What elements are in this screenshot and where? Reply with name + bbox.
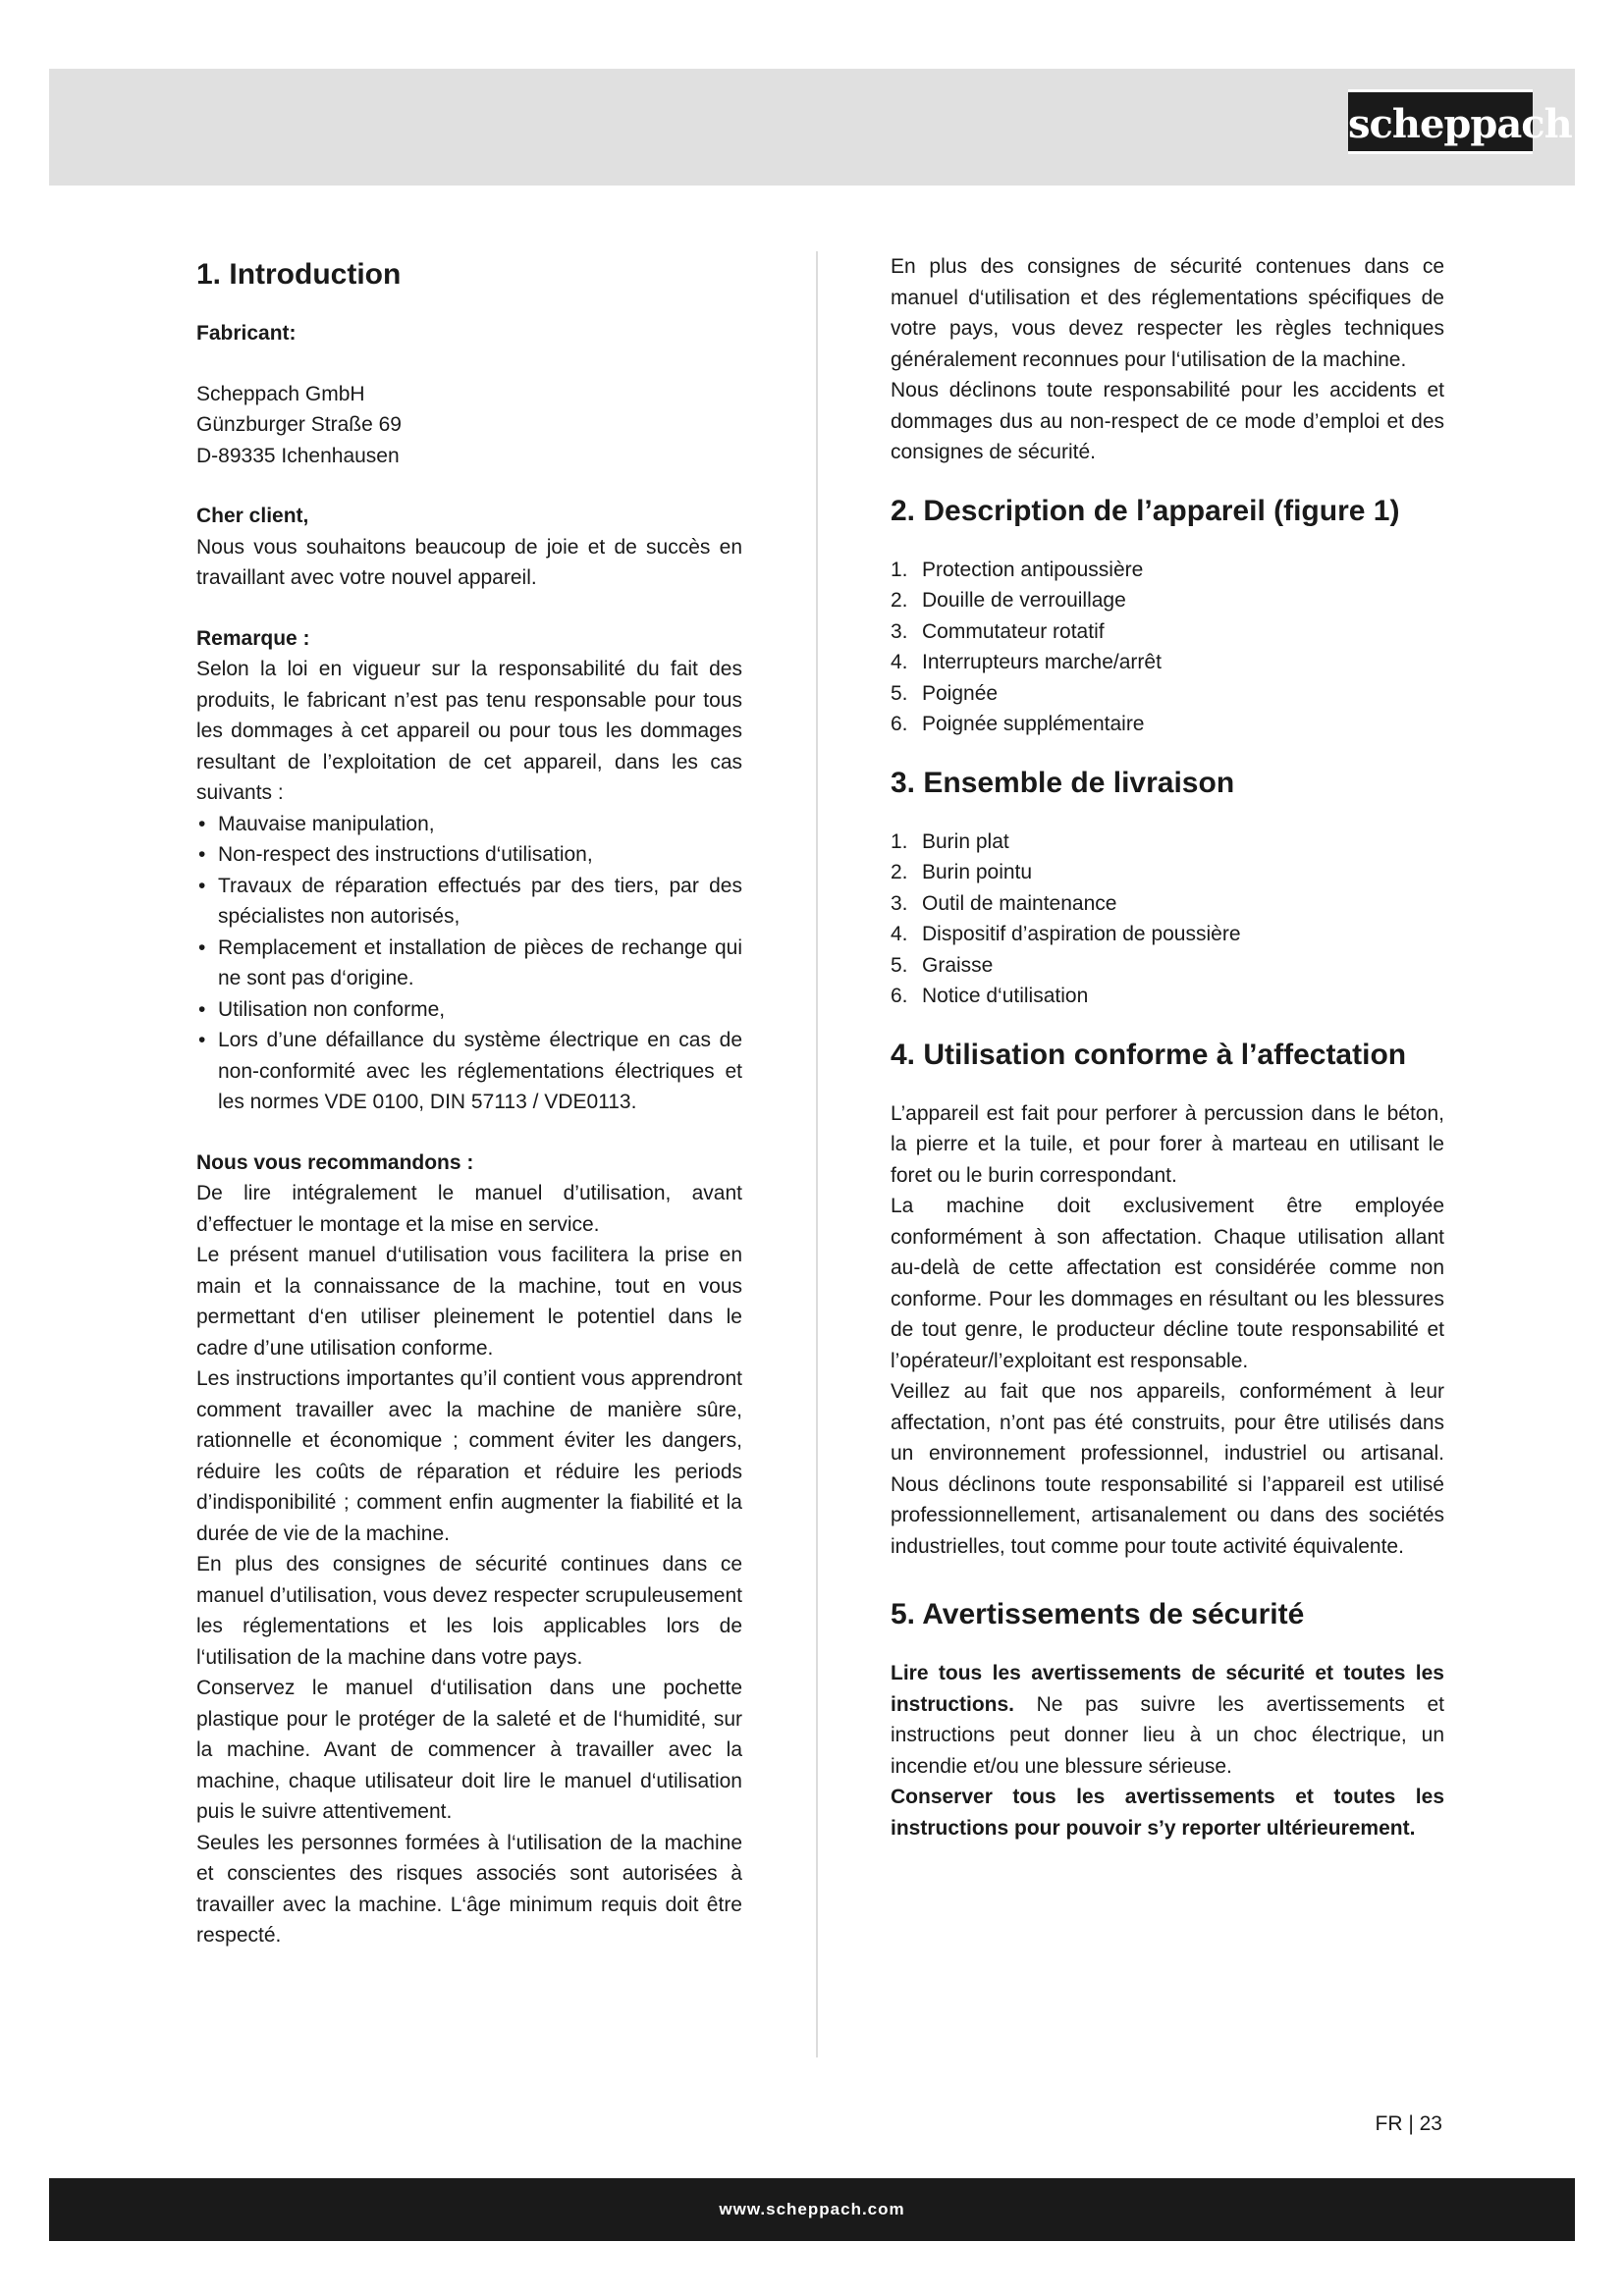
section-title-introduction: 1. Introduction [196, 258, 402, 291]
safety-bold-intro: Lire tous les avertissements de sécurité et toutes les instructions. [891, 1662, 1444, 1716]
recommend-paragraph: En plus des consignes de sécurité continues dans ce manuel d’utilisation, vous devez respecter scrupuleusement les réglementations et les lois applicables lors de l‘utilisation de la machine dans votre pays. [196, 1553, 742, 1669]
list-item: • Travaux de réparation effectués par des tiers, par des spécialistes non autorisés, [196, 871, 742, 933]
intro-paragraph: Nous déclinons toute responsabilité pour les accidents et dommages dus au non-respect de ce mode d’emploi et des consignes de sécurité. [891, 379, 1444, 463]
list-item: 1. Protection antipoussière [891, 558, 1144, 581]
section-title-description: 2. Description de l’appareil (figure 1) [891, 494, 1400, 527]
list-item: 5. Graisse [891, 953, 994, 977]
list-item: 2. Burin pointu [891, 861, 1033, 883]
dear-customer-text: Nous vous souhaitons beaucoup de joie et de succès en travaillant avec votre nouvel appareil. [196, 535, 742, 589]
safety-paragraph [891, 1658, 1444, 1782]
recommend-label: Nous vous recommandons : [196, 1150, 474, 1174]
recommend-paragraph: Les instructions importantes qu’il contient vous apprendront comment travailler avec la machine de manière sûre, rationnelle et économique ; comment éviter les dangers, réduire les coûts de réparation et réduire les periods d’indisponibilité ; comment enfin augmenter la fiabilité et la durée de vie de la machine. [196, 1367, 742, 1545]
remark-label: Remarque : [196, 626, 310, 650]
list-item: 4. Dispositif d’aspiration de poussière [891, 923, 1241, 945]
brand-logo: scheppach [1348, 89, 1533, 154]
section-title-delivery: 3. Ensemble de livraison [891, 766, 1235, 799]
list-item: 2. Douille de verrouillage [891, 589, 1126, 612]
recommend-paragraph: Le présent manuel d‘utilisation vous facilitera la prise en main et la connaissance de la machine, tout en vous permettant d‘en utiliser pleinement le potentiel dans le cadre d’une utilisation conforme. [196, 1244, 742, 1360]
safety-normal-text: Ne pas suivre les avertissements et instructions peut donner lieu à un choc électrique, un incendie et/ou une blessure sérieuse. [891, 1692, 1444, 1778]
list-item: 5. Poignée [891, 681, 999, 705]
page-number: FR | 23 [1375, 2112, 1442, 2135]
recommend-paragraph: Conservez le manuel d‘utilisation dans une pochette plastique pour le protéger de la saleté et de l‘humidité, sur la machine. Avant de commencer à travailler avec la machine, chaque utilisateur doit lire le manuel d‘utilisation puis le suivre attentivement. [196, 1677, 742, 1823]
recommend-paragraph: Seules les personnes formées à l‘utilisation de la machine et conscientes des risques associés sont autorisées à travailler avec la machine. L‘âge minimum requis doit être respecté. [196, 1831, 742, 1947]
list-item: • Non-respect des instructions d‘utilisation, [196, 839, 742, 871]
list-item: 4. Interrupteurs marche/arrêt [891, 651, 1162, 673]
right-column [891, 251, 1444, 1843]
footer-bar [49, 2178, 1575, 2241]
dear-customer-label: Cher client, [196, 505, 309, 527]
address-line: Scheppach GmbH [196, 382, 365, 405]
address-line: D-89335 Ichenhausen [196, 444, 400, 467]
address-line: Günzburger Straße 69 [196, 413, 402, 436]
remark-list [196, 809, 742, 1118]
use-paragraph: La machine doit exclusivement être employée conformément à son affectation. Chaque utilisation allant au-delà de cette affectation est considérée comme non conforme. Pour les dommages en résultant ou les blessures de tout genre, le producteur décline toute responsabilité et l’opérateur/l’exploitant est responsable. [891, 1195, 1444, 1372]
section-title-intended-use: 4. Utilisation conforme à l’affectation [891, 1038, 1407, 1071]
list-item: 3. Commutateur rotatif [891, 619, 1105, 643]
remark-text: Selon la loi en vigueur sur la responsabilité du fait des produits, le fabricant n’est pas tenu responsable pour tous les dommages à cet appareil ou pour tous les dommages resultant de l’exploitation de cet appareil, dans les cas suivants : [196, 658, 742, 804]
column-divider [816, 251, 818, 2057]
use-paragraph: Veillez au fait que nos appareils, conformément à leur affectation, n’ont pas été construits, pour être utilisés dans un environnement professionnel, industriel ou artisanal. Nous déclinons toute responsabilité si l’appareil est utilisé professionnellement, artisanalement ou dans des sociétés industrielles, tout comme pour toute activité équivalente. [891, 1380, 1444, 1558]
manufacturer-label: Fabricant: [196, 322, 297, 345]
manufacturer-address [196, 379, 742, 472]
description-list [891, 555, 1444, 740]
use-paragraph: L’appareil est fait pour perforer à percussion dans le béton, la pierre et la tuile, et pour forer à marteau en utilisant le foret ou le burin correspondant. [891, 1101, 1444, 1187]
list-item: • Mauvaise manipulation, [196, 809, 742, 840]
list-item: 6. Notice d‘utilisation [891, 985, 1089, 1007]
list-item: 3. Outil de maintenance [891, 891, 1117, 915]
list-item: • Utilisation non conforme, [196, 994, 742, 1026]
list-item: • Remplacement et installation de pièces de rechange qui ne sont pas d‘origine. [196, 933, 742, 994]
list-item: 6. Poignée supplémentaire [891, 713, 1145, 735]
left-column [196, 251, 742, 1951]
safety-keep-instructions: Conserver tous les avertissements et toutes les instructions pour pouvoir s’y reporter ultérieurement. [891, 1786, 1444, 1840]
list-item: 1. Burin plat [891, 829, 1009, 853]
header-bar [49, 69, 1575, 186]
intro-paragraph: En plus des consignes de sécurité contenues dans ce manuel d‘utilisation et des réglementations spécifiques de votre pays, vous devez respecter les règles techniques généralement reconnues pour l‘utilisation de la machine. [891, 255, 1444, 371]
delivery-list [891, 827, 1444, 1012]
list-item: • Lors d’une défaillance du système électrique en cas de non-conformité avec les réglementations électriques et les normes VDE 0100, DIN 57113 / VDE0113. [196, 1025, 742, 1118]
website-link[interactable]: www.scheppach.com [719, 2200, 905, 2218]
recommend-paragraph: De lire intégralement le manuel d’utilisation, avant d’effectuer le montage et la mise en service. [196, 1182, 742, 1236]
section-title-safety: 5. Avertissements de sécurité [891, 1598, 1305, 1630]
